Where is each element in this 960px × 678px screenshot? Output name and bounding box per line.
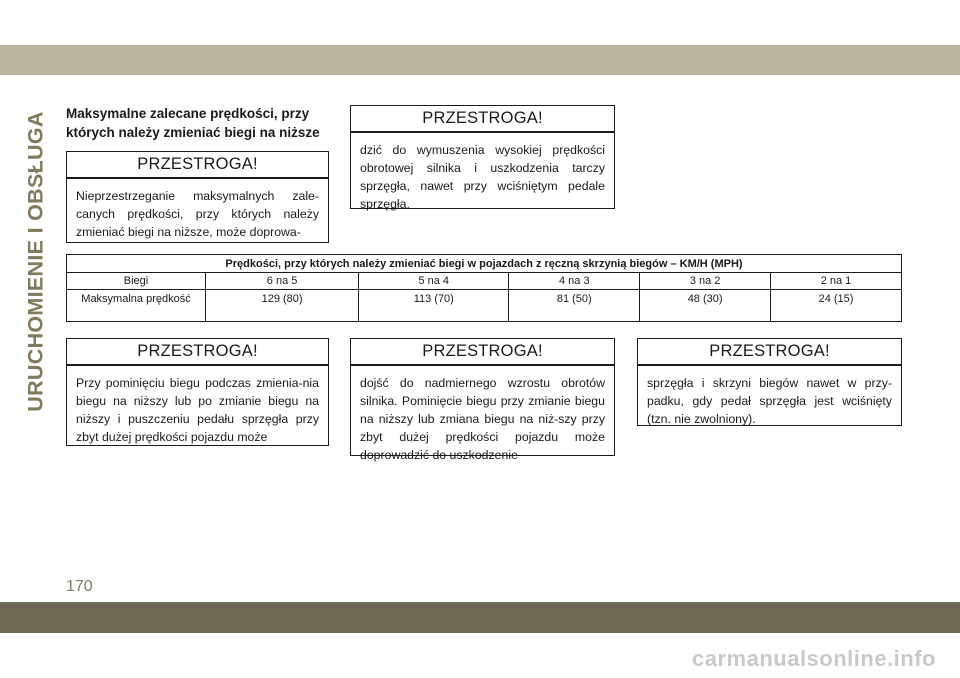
table-cell: 81 (50) xyxy=(509,290,640,322)
table-header-row xyxy=(67,273,902,290)
warning-box-2 xyxy=(350,105,615,209)
warning-text: Przy pominięciu biegu podczas zmienia-nia biegu na niższy lub po zmianie biegu na niższy i puszczeniu pedału sprzęgła przy zbyt dużej prędkości pojazdu może xyxy=(76,376,319,444)
table-header-cell: 2 na 1 xyxy=(771,273,902,290)
page-heading: Maksymalne zalecane prędkości, przy których należy zmieniać biegi na niższe xyxy=(66,106,320,140)
warning-title: PRZESTROGA! xyxy=(351,106,614,133)
table-cell: 113 (70) xyxy=(359,290,509,322)
gear-speed-table xyxy=(66,254,902,322)
table-header-cell: 6 na 5 xyxy=(206,273,359,290)
table-header-cell: 3 na 2 xyxy=(640,273,771,290)
page-number: 170 xyxy=(66,578,93,595)
warning-box-3 xyxy=(66,338,329,446)
section-title-text: URUCHOMIENIE I OBSŁUGA xyxy=(23,110,48,412)
table-cell: 24 (15) xyxy=(771,290,902,322)
warning-title: PRZESTROGA! xyxy=(351,339,614,366)
warning-title: PRZESTROGA! xyxy=(638,339,901,366)
table-caption: Prędkości, przy których należy zmieniać biegi w pojazdach z ręczną skrzynią biegów – KM/H (MPH) xyxy=(67,255,902,273)
table-cell: Maksymalna prędkość xyxy=(67,290,206,322)
warning-text: sprzęgła i skrzyni biegów nawet w przy-padku, gdy pedał sprzęgła jest wciśnięty (tzn. nie zwolniony). xyxy=(647,376,892,426)
top-band xyxy=(0,45,960,75)
table-header-cell: 5 na 4 xyxy=(359,273,509,290)
watermark: carmanualsonline.info xyxy=(692,646,936,671)
warning-box-4 xyxy=(350,338,615,462)
table-cell: 48 (30) xyxy=(640,290,771,322)
section-title-vertical xyxy=(21,102,51,420)
table-cell: 129 (80) xyxy=(206,290,359,322)
warning-title: PRZESTROGA! xyxy=(67,152,328,179)
warning-box-1 xyxy=(66,151,329,243)
table-header-cell: 4 na 3 xyxy=(509,273,640,290)
table-row xyxy=(67,290,902,322)
table-header-cell: Biegi xyxy=(67,273,206,290)
warning-text: dzić do wymuszenia wysokiej prędkości obrotowej silnika i uszkodzenia tarczy sprzęgła, nawet przy wciśniętym pedale sprzęgła. xyxy=(360,143,605,211)
bottom-band xyxy=(0,602,960,633)
warning-text: Nieprzestrzeganie maksymalnych zale-canych prędkości, przy których należy zmieniać biegi na niższe, może doprowa- xyxy=(76,189,319,239)
warning-text: dojść do nadmiernego wzrostu obrotów silnika. Pominięcie biegu przy zmianie biegu na niższy lub zmiana biegu na niż-szy przy zbyt dużej prędkości pojazdu może doprowadzić do uszkodzenie xyxy=(360,376,605,462)
warning-box-5 xyxy=(637,338,902,426)
warning-title: PRZESTROGA! xyxy=(67,339,328,366)
